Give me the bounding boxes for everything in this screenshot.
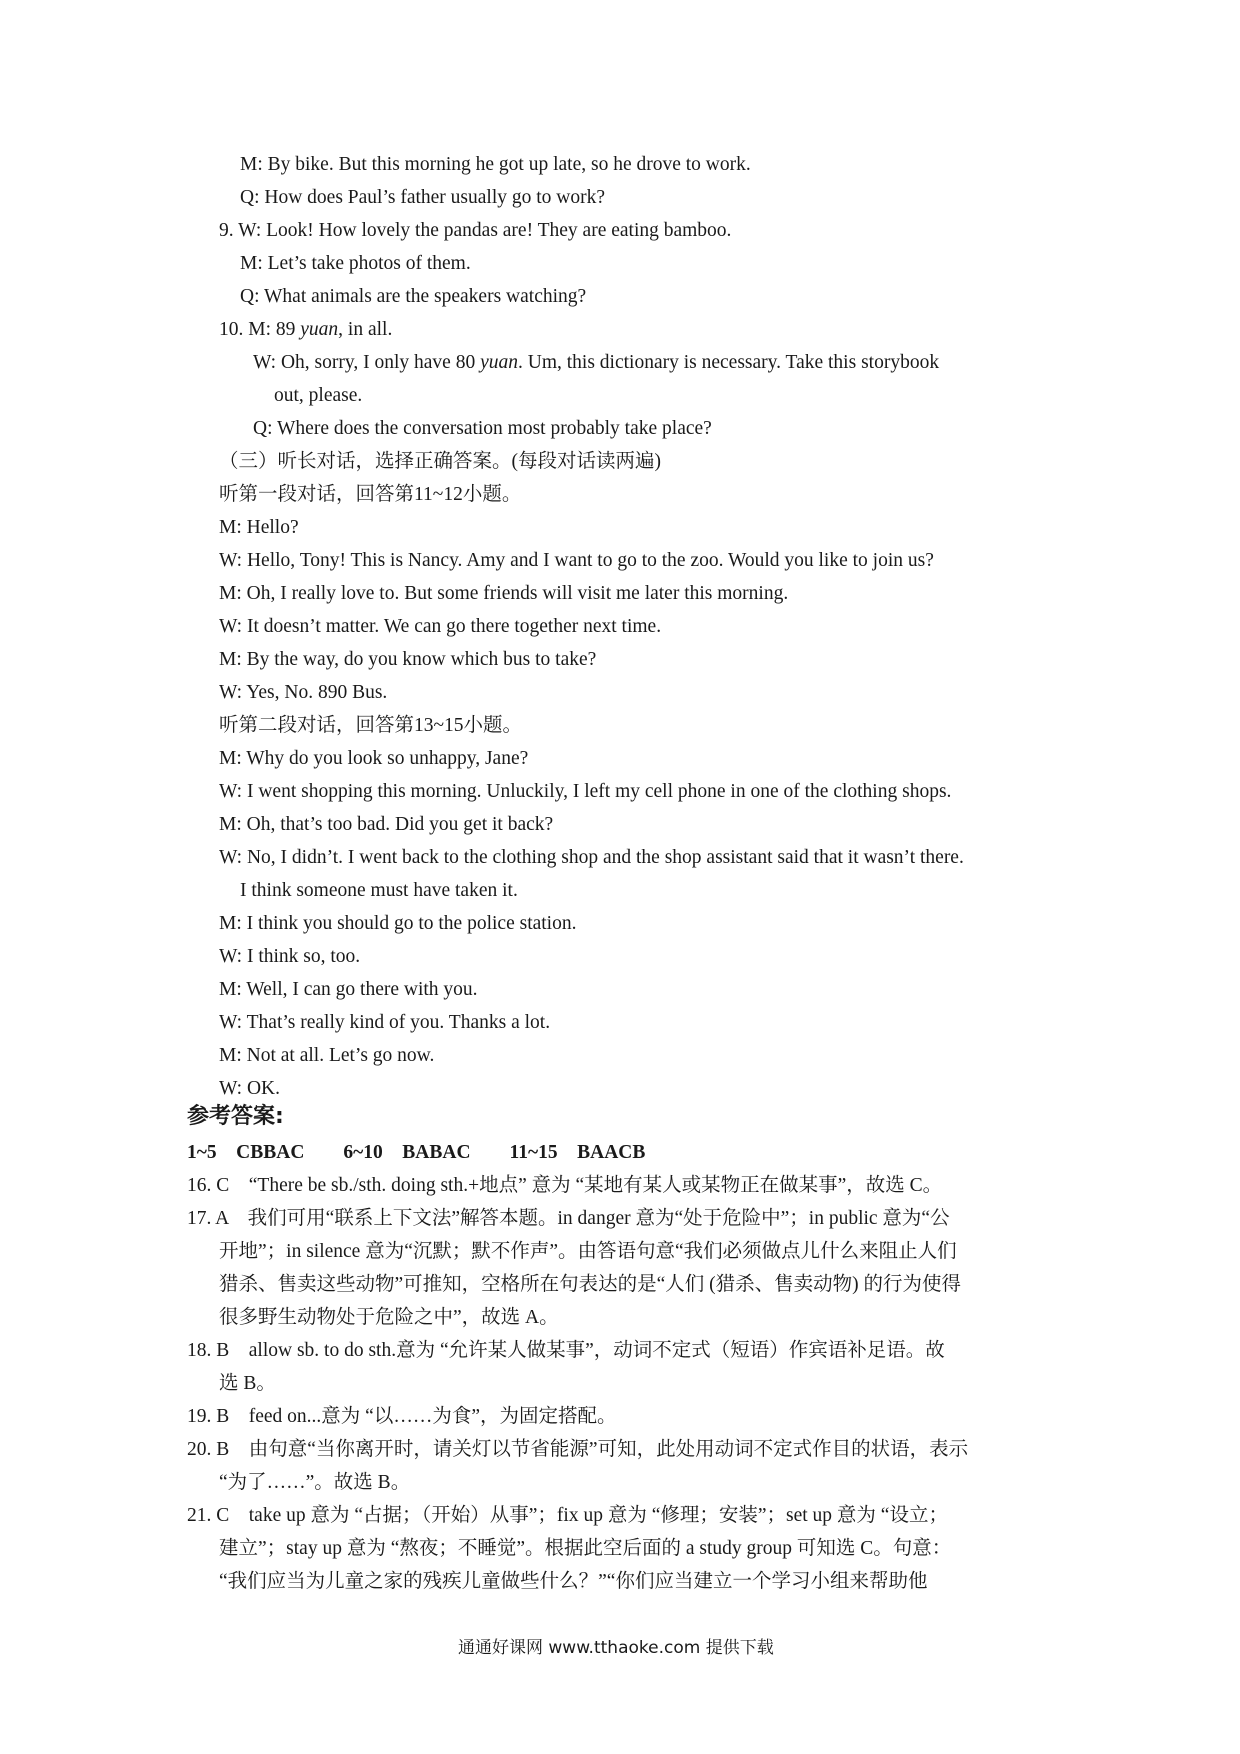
- transcript-line: W: Oh, sorry, I only have 80 yuan. Um, this dictionary is necessary. Take this storybook: [253, 352, 940, 373]
- page-footer: 通通好课网 www.tthaoke.com 提供下载: [458, 1638, 774, 1658]
- section-instruction: 听第二段对话，回答第13~15小题。: [219, 715, 523, 736]
- answer-explanation: “我们应当为儿童之家的残疾儿童做些什么？”“你们应当建立一个学习小组来帮助他: [219, 1571, 928, 1592]
- answer-explanation: 很多野生动物处于危险之中”，故选 A。: [219, 1307, 559, 1328]
- transcript-line: M: Not at all. Let’s go now.: [219, 1045, 435, 1066]
- answer-explanation: “为了……”。故选 B。: [219, 1472, 411, 1493]
- transcript-line: M: Why do you look so unhappy, Jane?: [219, 748, 529, 769]
- transcript-line: Q: Where does the conversation most probably take place?: [253, 418, 712, 439]
- transcript-line: 9. W: Look! How lovely the pandas are! They are eating bamboo.: [219, 220, 732, 241]
- transcript-line: W: I went shopping this morning. Unluckily, I left my cell phone in one of the clothing shops.: [219, 781, 952, 802]
- transcript-line: W: That’s really kind of you. Thanks a lot.: [219, 1012, 551, 1033]
- answer-explanation: 20. B 由句意“当你离开时，请关灯以节省能源”可知，此处用动词不定式作目的状语，表示: [187, 1439, 969, 1460]
- transcript-line: 10. M: 89 yuan, in all.: [219, 319, 393, 340]
- transcript-line: W: No, I didn’t. I went back to the clothing shop and the shop assistant said that it wasn’t there.: [219, 847, 964, 868]
- transcript-line: M: Well, I can go there with you.: [219, 979, 478, 1000]
- transcript-line: W: I think so, too.: [219, 946, 361, 967]
- transcript-line: W: It doesn’t matter. We can go there together next time.: [219, 616, 662, 637]
- transcript-line: M: By the way, do you know which bus to take?: [219, 649, 597, 670]
- transcript-line: M: Oh, I really love to. But some friends will visit me later this morning.: [219, 583, 789, 604]
- transcript-line: M: Let’s take photos of them.: [240, 253, 471, 274]
- answer-explanation: 19. B feed on...意为 “以……为食”，为固定搭配。: [187, 1406, 617, 1427]
- answer-explanation: 16. C “There be sb./sth. doing sth.+地点” 意为 “某地有某人或某物正在做某事”，故选 C。: [187, 1175, 943, 1196]
- answers-heading: 参考答案:: [187, 1104, 284, 1129]
- answer-explanation: 开地”；in silence 意为“沉默；默不作声”。由答语句意“我们必须做点儿什么来阻止人们: [219, 1241, 957, 1262]
- transcript-line: Q: What animals are the speakers watching?: [240, 286, 587, 307]
- transcript-line: I think someone must have taken it.: [240, 880, 518, 901]
- answer-explanation: 选 B。: [219, 1373, 276, 1394]
- answer-explanation: 17. A 我们可用“联系上下文法”解答本题。in danger 意为“处于危险中”；in public 意为“公: [187, 1208, 950, 1229]
- answer-explanation: 猎杀、售卖这些动物”可推知，空格所在句表达的是“人们 (猎杀、售卖动物) 的行为使得: [219, 1274, 962, 1295]
- transcript-line: Q: How does Paul’s father usually go to work?: [240, 187, 606, 208]
- section-instruction: 听第一段对话，回答第11~12小题。: [219, 484, 522, 505]
- answer-explanation: 18. B allow sb. to do sth.意为 “允许某人做某事”，动词不定式（短语）作宾语补足语。故: [187, 1340, 945, 1361]
- transcript-line: W: Hello, Tony! This is Nancy. Amy and I want to go to the zoo. Would you like to join us?: [219, 550, 934, 571]
- transcript-line: M: By bike. But this morning he got up late, so he drove to work.: [240, 154, 751, 175]
- transcript-line: M: I think you should go to the police station.: [219, 913, 577, 934]
- answer-key-summary: 1~5 CBBAC 6~10 BABAC 11~15 BAACB: [187, 1142, 646, 1163]
- answer-explanation: 建立”；stay up 意为 “熬夜；不睡觉”。根据此空后面的 a study group 可知选 C。句意：: [219, 1538, 952, 1559]
- transcript-line: out, please.: [274, 385, 363, 406]
- answer-explanation: 21. C take up 意为 “占据；（开始）从事”；fix up 意为 “修理；安装”；set up 意为 “设立；: [187, 1505, 948, 1526]
- section-heading: （三）听长对话，选择正确答案。(每段对话读两遍): [219, 451, 661, 472]
- transcript-line: M: Oh, that’s too bad. Did you get it back?: [219, 814, 554, 835]
- transcript-line: W: Yes, No. 890 Bus.: [219, 682, 388, 703]
- transcript-line: M: Hello?: [219, 517, 299, 538]
- transcript-line: W: OK.: [219, 1078, 281, 1099]
